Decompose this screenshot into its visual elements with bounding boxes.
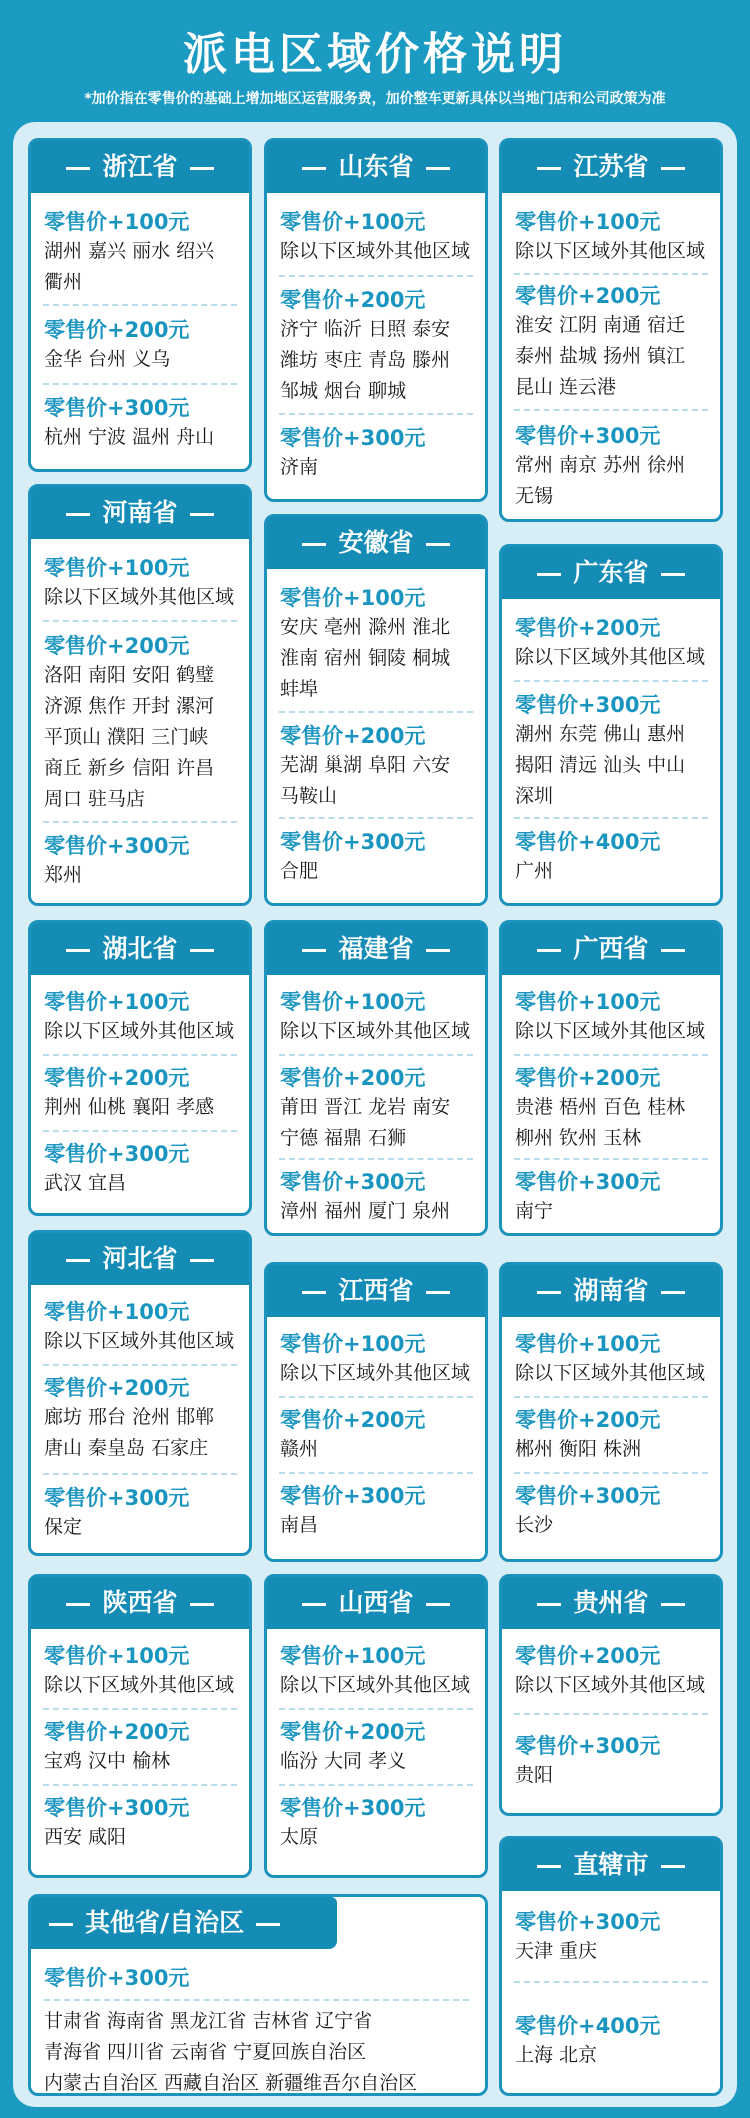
section-divider: [43, 1708, 237, 1710]
city-line: 宝鸡 汉中 榆林: [44, 1750, 171, 1772]
dash-right: [661, 1865, 685, 1868]
city-line: 昆山 连云港: [515, 376, 617, 398]
section-divider: [43, 304, 237, 306]
price-label: 零售价+100元: [44, 1644, 190, 1668]
city-line: 泰州 盐城 扬州 镇江: [515, 345, 686, 367]
price-label: 零售价+300元: [44, 834, 190, 858]
price-section: [280, 1795, 477, 1853]
dash-right: [426, 1291, 450, 1294]
province-header: [31, 923, 249, 975]
dash-right: [426, 543, 450, 546]
city-line: 武汉 宜昌: [44, 1172, 127, 1194]
city-line: 淮安 江阴 南通 宿迁: [515, 314, 686, 336]
city-line: 除以下区域外其他区域: [280, 1362, 471, 1384]
section-divider: [43, 1054, 237, 1056]
province-name: 安徽省: [338, 528, 414, 557]
section-divider: [44, 1999, 469, 2001]
province-header: [267, 923, 485, 975]
city-line: 贵港 梧州 百色 桂林: [515, 1096, 686, 1118]
section-divider: [514, 817, 708, 819]
province-card-henan: [28, 484, 252, 906]
city-line: 郴州 衡阳 株洲: [515, 1438, 642, 1460]
province-card-fujian: [264, 920, 488, 1236]
city-line: 衢州: [44, 271, 83, 293]
province-name: 浙江省: [102, 152, 178, 181]
province-header: [31, 141, 249, 193]
price-label: 零售价+300元: [280, 1484, 426, 1508]
price-section: [44, 1065, 241, 1123]
region-header: [31, 1897, 337, 1949]
province-header: [502, 1577, 720, 1629]
city-line: 除以下区域外其他区域: [515, 1362, 706, 1384]
price-label: 零售价+100元: [280, 1644, 426, 1668]
price-section: [280, 989, 477, 1047]
price-label: 零售价+100元: [515, 1332, 661, 1356]
province-header: [502, 1265, 720, 1317]
price-label: 零售价+200元: [280, 1720, 426, 1744]
city-line: 除以下区域外其他区域: [515, 646, 706, 668]
price-section: [280, 585, 477, 705]
city-line: 漳州 福州 厦门 泉州: [280, 1200, 451, 1222]
price-section: [44, 395, 241, 453]
dash-left: [537, 1603, 561, 1606]
city-line: 除以下区域外其他区域: [515, 1674, 706, 1696]
price-section: [44, 1375, 241, 1464]
price-label: 零售价+100元: [44, 1300, 190, 1324]
price-label: 零售价+200元: [280, 288, 426, 312]
section-divider: [43, 821, 237, 823]
section-divider: [43, 620, 237, 622]
dash-right: [190, 949, 214, 952]
price-section: [44, 1141, 241, 1199]
province-name: 广西省: [573, 934, 649, 963]
section-divider: [514, 1472, 708, 1474]
price-section: [44, 1795, 241, 1853]
price-label: 零售价+200元: [280, 1408, 426, 1432]
province-header: [267, 141, 485, 193]
city-line: 无锡: [515, 485, 554, 507]
price-section: [515, 615, 712, 673]
price-section: [280, 1065, 477, 1154]
price-label: 零售价+300元: [280, 426, 426, 450]
section-divider: [279, 1054, 473, 1056]
province-card-guangdong: [499, 544, 723, 906]
city-line: 内蒙古自治区 西藏自治区 新疆维吾尔自治区: [44, 2072, 418, 2094]
section-divider: [43, 383, 237, 385]
dash-left: [66, 949, 90, 952]
province-header: [502, 1839, 720, 1891]
price-label: 零售价+300元: [515, 1170, 661, 1194]
province-name: 贵州省: [573, 1588, 649, 1617]
city-line: 马鞍山: [280, 785, 338, 807]
price-section: [44, 633, 241, 815]
other-regions-card: [28, 1894, 488, 2096]
dash-right: [661, 573, 685, 576]
section-divider: [279, 1784, 473, 1786]
municipality-card: [499, 1836, 723, 2096]
province-name: 福建省: [338, 934, 414, 963]
price-section: [515, 209, 712, 267]
province-card-jiangxi: [264, 1262, 488, 1562]
price-section: [44, 1965, 477, 2099]
province-header: [267, 517, 485, 569]
page-header: [0, 0, 750, 120]
section-divider: [279, 1472, 473, 1474]
price-section: [515, 1169, 712, 1227]
price-label: 零售价+300元: [44, 1142, 190, 1166]
province-header: [502, 547, 720, 599]
province-card-jiangsu: [499, 138, 723, 522]
price-section: [515, 1733, 712, 1791]
city-line: 保定: [44, 1516, 83, 1538]
city-line: 淮南 宿州 铜陵 桐城: [280, 647, 451, 669]
price-section: [515, 1483, 712, 1541]
city-line: 除以下区域外其他区域: [44, 1330, 235, 1352]
city-line: 除以下区域外其他区域: [515, 1020, 706, 1042]
province-card-hunan: [499, 1262, 723, 1562]
dash-right: [190, 1603, 214, 1606]
section-divider: [43, 1473, 237, 1475]
section-divider: [514, 409, 708, 411]
city-line: 潮州 东莞 佛山 惠州: [515, 723, 686, 745]
dash-left: [537, 573, 561, 576]
price-note: *加价指在零售价的基础上增加地区运营服务费，加价整车更新具体以当地门店和公司政策为准: [84, 91, 666, 107]
price-section: [515, 692, 712, 812]
price-section: [515, 1643, 712, 1701]
price-section: [280, 287, 477, 407]
price-section: [44, 317, 241, 375]
city-line: 除以下区域外其他区域: [44, 1674, 235, 1696]
province-header: [31, 487, 249, 539]
dash-right: [661, 167, 685, 170]
city-line: 南昌: [280, 1514, 319, 1536]
province-header: [267, 1577, 485, 1629]
price-label: 零售价+100元: [280, 586, 426, 610]
province-header: [267, 1265, 485, 1317]
section-divider: [514, 680, 708, 682]
section-divider: [514, 273, 708, 275]
city-line: 除以下区域外其他区域: [280, 1674, 471, 1696]
city-line: 赣州: [280, 1438, 319, 1460]
city-line: 西安 咸阳: [44, 1826, 127, 1848]
price-label: 零售价+300元: [515, 424, 661, 448]
price-section: [280, 1719, 477, 1777]
price-section: [515, 1065, 712, 1154]
section-divider: [279, 1396, 473, 1398]
province-name: 江西省: [338, 1276, 414, 1305]
dash-left: [537, 1291, 561, 1294]
city-line: 唐山 秦皇岛 石家庄: [44, 1437, 209, 1459]
price-label: 零售价+100元: [280, 1332, 426, 1356]
dash-left: [66, 513, 90, 516]
section-divider: [279, 275, 473, 277]
province-card-guizhou: [499, 1574, 723, 1816]
city-line: 周口 驻马店: [44, 788, 146, 810]
province-card-guangxi: [499, 920, 723, 1236]
price-section: [44, 209, 241, 298]
city-line: 洛阳 南阳 安阳 鹤璧: [44, 664, 215, 686]
section-divider: [279, 711, 473, 713]
city-line: 除以下区域外其他区域: [44, 586, 235, 608]
section-divider: [514, 1713, 708, 1715]
dash-right: [426, 167, 450, 170]
price-label: 零售价+200元: [44, 634, 190, 658]
city-line: 商丘 新乡 信阳 许昌: [44, 757, 215, 779]
price-section: [280, 1643, 477, 1701]
province-name: 山东省: [338, 152, 414, 181]
province-card-shandong: [264, 138, 488, 502]
city-line: 金华 台州 义乌: [44, 348, 171, 370]
dash-left: [302, 1603, 326, 1606]
price-label: 零售价+200元: [515, 1408, 661, 1432]
dash-left: [66, 1603, 90, 1606]
city-line: 除以下区域外其他区域: [280, 1020, 471, 1042]
province-name: 湖北省: [102, 934, 178, 963]
price-label: 零售价+300元: [515, 1484, 661, 1508]
price-label: 零售价+300元: [44, 1796, 190, 1820]
dash-left: [66, 1259, 90, 1262]
price-label: 零售价+200元: [515, 1644, 661, 1668]
city-line: 芜湖 巢湖 阜阳 六安: [280, 754, 451, 776]
city-line: 青海省 四川省 云南省 宁夏回族自治区: [44, 2041, 367, 2063]
price-label: 零售价+300元: [280, 830, 426, 854]
city-line: 邹城 烟台 聊城: [280, 380, 407, 402]
price-label: 零售价+200元: [280, 1066, 426, 1090]
city-line: 宁德 福鼎 石狮: [280, 1127, 407, 1149]
price-section: [515, 1331, 712, 1389]
city-line: 郑州: [44, 864, 83, 886]
city-line: 深圳: [515, 785, 554, 807]
city-line: 杭州 宁波 温州 舟山: [44, 426, 215, 448]
section-divider: [279, 1708, 473, 1710]
price-section: [280, 1169, 477, 1227]
price-label: 零售价+200元: [515, 284, 661, 308]
city-line: 南宁: [515, 1200, 554, 1222]
region-name: 其他省/自治区: [85, 1908, 245, 1937]
dash-left: [302, 1291, 326, 1294]
city-line: 湖州 嘉兴 丽水 绍兴: [44, 240, 215, 262]
city-line: 莆田 晋江 龙岩 南安: [280, 1096, 451, 1118]
price-label: 零售价+400元: [515, 830, 661, 854]
price-label: 零售价+300元: [44, 396, 190, 420]
city-line: 济南: [280, 456, 319, 478]
price-section: [44, 833, 241, 891]
dash-left: [537, 949, 561, 952]
dash-right: [661, 949, 685, 952]
price-section: [44, 1299, 241, 1357]
section-divider: [514, 1054, 708, 1056]
dash-left: [537, 167, 561, 170]
section-divider: [514, 1396, 708, 1398]
price-label: 零售价+300元: [515, 1734, 661, 1758]
city-line: 柳州 钦州 玉林: [515, 1127, 642, 1149]
price-label: 零售价+200元: [280, 724, 426, 748]
city-line: 合肥: [280, 860, 319, 882]
section-divider: [43, 1130, 237, 1132]
price-label: 零售价+300元: [280, 1796, 426, 1820]
province-header: [31, 1577, 249, 1629]
price-section: [515, 2013, 712, 2071]
city-line: 上海 北京: [515, 2044, 598, 2066]
section-divider: [279, 1158, 473, 1160]
price-section: [515, 989, 712, 1047]
province-header: [502, 141, 720, 193]
section-divider: [279, 413, 473, 415]
price-label: 零售价+200元: [44, 1376, 190, 1400]
city-line: 广州: [515, 860, 554, 882]
province-name: 河北省: [102, 1244, 178, 1273]
province-name: 江苏省: [573, 152, 649, 181]
city-line: 济源 焦作 开封 漯河: [44, 695, 215, 717]
city-line: 除以下区域外其他区域: [44, 1020, 235, 1042]
price-section: [280, 723, 477, 812]
price-label: 零售价+300元: [44, 1966, 190, 1990]
price-section: [44, 555, 241, 613]
city-line: 太原: [280, 1826, 319, 1848]
dash-right: [661, 1603, 685, 1606]
city-line: 平顶山 濮阳 三门峡: [44, 726, 209, 748]
dash-left: [302, 949, 326, 952]
section-divider: [43, 1364, 237, 1366]
city-line: 常州 南京 苏州 徐州: [515, 454, 686, 476]
city-line: 济宁 临沂 日照 泰安: [280, 318, 451, 340]
province-card-hebei: [28, 1230, 252, 1556]
price-label: 零售价+100元: [44, 556, 190, 580]
price-section: [280, 1331, 477, 1389]
dash-left: [302, 167, 326, 170]
dash-left: [537, 1865, 561, 1868]
city-line: 揭阳 清远 汕头 中山: [515, 754, 686, 776]
price-section: [515, 283, 712, 403]
price-label: 零售价+100元: [280, 990, 426, 1014]
city-line: 临汾 大同 孝义: [280, 1750, 407, 1772]
price-section: [44, 1719, 241, 1777]
price-section: [515, 1909, 712, 1967]
price-label: 零售价+200元: [515, 1066, 661, 1090]
dash-right: [190, 513, 214, 516]
price-section: [280, 829, 477, 887]
dash-left: [302, 543, 326, 546]
price-label: 零售价+300元: [515, 693, 661, 717]
section-divider: [514, 1158, 708, 1160]
city-line: 长沙: [515, 1514, 554, 1536]
price-section: [44, 1485, 241, 1543]
province-header: [31, 1233, 249, 1285]
province-card-hubei: [28, 920, 252, 1216]
price-section: [44, 1643, 241, 1701]
section-divider: [279, 817, 473, 819]
province-name: 湖南省: [573, 1276, 649, 1305]
section-divider: [514, 1981, 708, 1983]
dash-right: [190, 167, 214, 170]
price-label: 零售价+100元: [280, 210, 426, 234]
city-line: 天津 重庆: [515, 1940, 598, 1962]
price-label: 零售价+300元: [44, 1486, 190, 1510]
dash-left: [49, 1923, 73, 1926]
price-section: [515, 423, 712, 512]
province-name: 河南省: [102, 498, 178, 527]
city-line: 荆州 仙桃 襄阳 孝感: [44, 1096, 215, 1118]
price-label: 零售价+100元: [44, 210, 190, 234]
page-title: 派电区域价格说明: [183, 29, 567, 80]
price-label: 零售价+200元: [44, 1066, 190, 1090]
dash-right: [661, 1291, 685, 1294]
city-line: 甘肃省 海南省 黑龙江省 吉林省 辽宁省: [44, 2010, 373, 2032]
province-header: [502, 923, 720, 975]
price-label: 零售价+200元: [44, 318, 190, 342]
price-section: [515, 1407, 712, 1465]
dash-right: [426, 1603, 450, 1606]
price-section: [515, 829, 712, 887]
city-line: 蚌埠: [280, 678, 319, 700]
city-line: 除以下区域外其他区域: [280, 240, 471, 262]
province-name: 直辖市: [573, 1850, 649, 1879]
price-section: [44, 989, 241, 1047]
province-card-zhejiang: [28, 138, 252, 472]
city-line: 潍坊 枣庄 青岛 滕州: [280, 349, 451, 371]
price-label: 零售价+100元: [515, 990, 661, 1014]
city-line: 安庆 亳州 滁州 淮北: [280, 616, 451, 638]
dash-left: [66, 167, 90, 170]
province-name: 陕西省: [102, 1588, 178, 1617]
province-card-shaanxi: [28, 1574, 252, 1878]
price-label: 零售价+300元: [515, 1910, 661, 1934]
city-line: 贵阳: [515, 1764, 554, 1786]
province-card-anhui: [264, 514, 488, 906]
price-section: [280, 1407, 477, 1465]
price-label: 零售价+100元: [515, 210, 661, 234]
province-name: 广东省: [573, 558, 649, 587]
city-line: 廊坊 邢台 沧州 邯郸: [44, 1406, 215, 1428]
price-section: [280, 209, 477, 267]
price-label: 零售价+300元: [280, 1170, 426, 1194]
dash-right: [426, 949, 450, 952]
price-label: 零售价+200元: [44, 1720, 190, 1744]
price-section: [280, 1483, 477, 1541]
price-section: [280, 425, 477, 483]
dash-right: [190, 1259, 214, 1262]
price-label: 零售价+200元: [515, 616, 661, 640]
price-label: 零售价+100元: [44, 990, 190, 1014]
section-divider: [43, 1784, 237, 1786]
province-name: 山西省: [338, 1588, 414, 1617]
province-card-shanxi: [264, 1574, 488, 1878]
city-line: 除以下区域外其他区域: [515, 240, 706, 262]
price-label: 零售价+400元: [515, 2014, 661, 2038]
dash-right: [256, 1923, 280, 1926]
